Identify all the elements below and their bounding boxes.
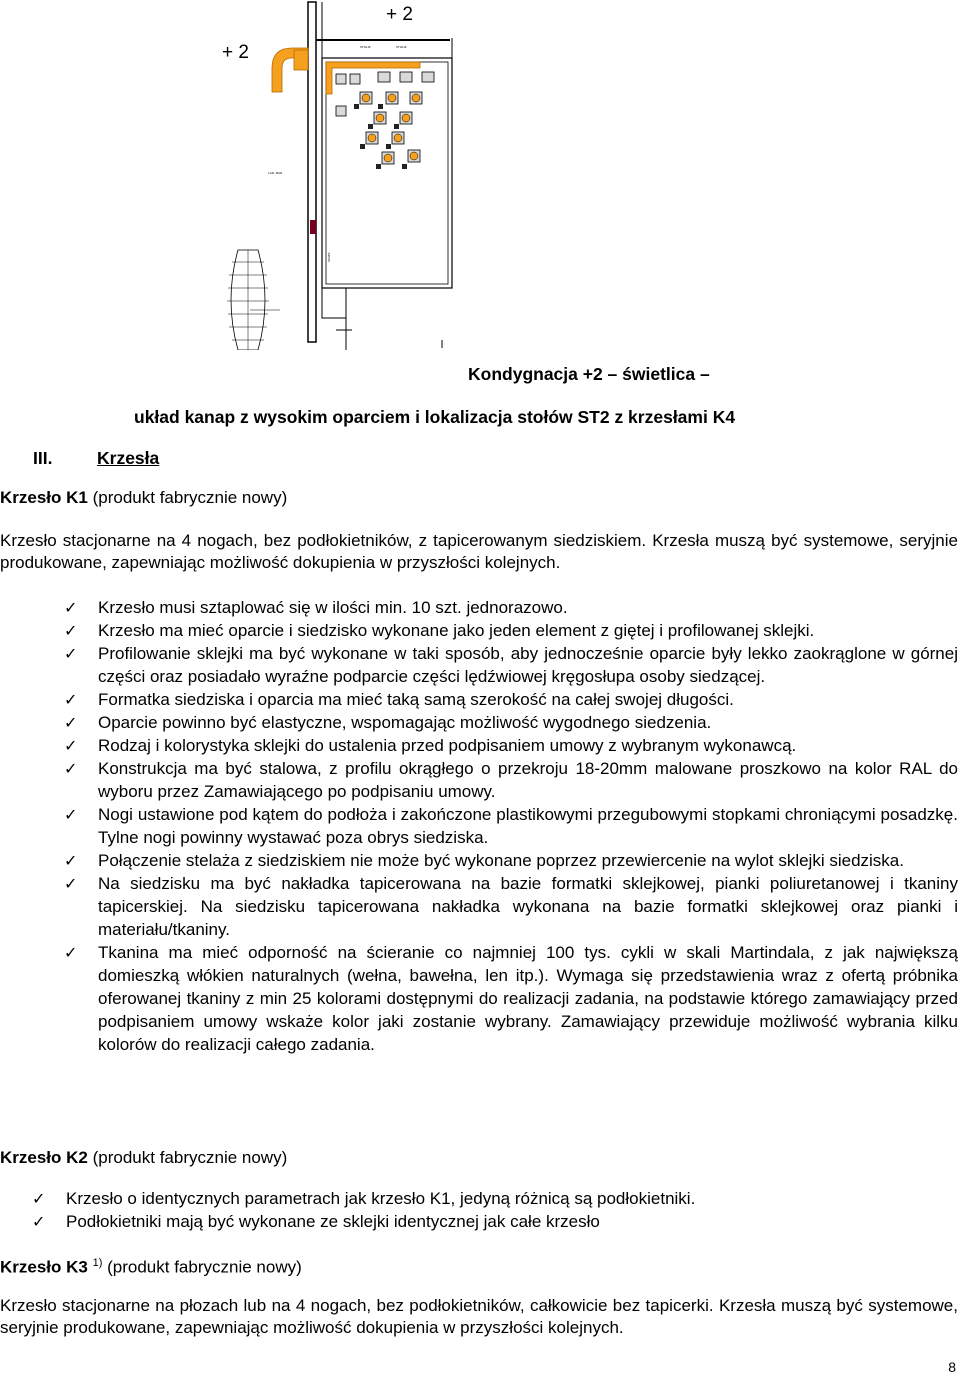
k1-name: Krzesło K1 xyxy=(0,488,88,507)
k1-requirement-text: Połączenie stelaża z siedziskiem nie może być wykonane poprzez przewiercenie na wylot sklejki siedziska. xyxy=(98,851,904,870)
k1-requirement-text: Krzesło musi sztaplować się w ilości min. 10 szt. jednorazowo. xyxy=(98,598,568,617)
k1-note: (produkt fabrycznie nowy) xyxy=(92,488,288,507)
k1-requirement-item xyxy=(64,849,958,872)
k1-requirement-item xyxy=(64,803,958,849)
section-number: III. xyxy=(33,448,53,468)
k1-requirement-item xyxy=(64,642,958,688)
k1-requirement-item xyxy=(64,596,958,619)
k3-name: Krzesło K3 xyxy=(0,1257,88,1277)
k1-requirement-text: Nogi ustawione pod kątem do podłoża i zakończone plastikowymi przegubowymi stopkami chroniącymi posadzkę. Tylne nogi powinny wystawać poza obrys siedziska. xyxy=(98,805,958,847)
k2-requirement-text: Podłokietniki mają być wykonane ze sklejki identycznej jak całe krzesło xyxy=(66,1212,600,1231)
checkmark-icon: ✓ xyxy=(64,644,78,663)
k1-requirement-text: Profilowanie sklejki ma być wykonane w taki sposób, aby jednocześnie oparcie były lekko zaokrąglone w górnej części oraz posiadało wyraźne podparcie części lędźwiowej kręgosłupa osoby siedzącej. xyxy=(98,644,958,686)
k3-heading xyxy=(0,1252,302,1279)
k1-requirement-item xyxy=(64,619,958,642)
figure-caption-line1: Kondygnacja +2 – świetlica – xyxy=(468,364,710,384)
k1-requirement-text: Formatka siedziska i oparcia ma mieć taką samą szerokość na całej swojej długości. xyxy=(98,690,734,709)
page-number: 8 xyxy=(948,1359,956,1375)
checkmark-icon: ✓ xyxy=(64,943,78,962)
plan-label-right: + 2 xyxy=(386,4,413,25)
checkmark-icon: ✓ xyxy=(64,598,78,617)
k3-intro: Krzesło stacjonarne na płozach lub na 4 nogach, bez podłokietników, całkowicie bez tapicerki. Krzesła muszą być systemowe, seryjnie produkowane, zapewniając możliwość dokupienia w przyszłości kolejnych. xyxy=(0,1296,958,1337)
k1-requirement-text: Rodzaj i kolorystyka sklejki do ustalenia przed podpisaniem umowy z wybranym wykonawcą. xyxy=(98,736,797,755)
k1-requirement-text: Krzesło ma mieć oparcie i siedzisko wykonane jako jeden element z giętej i profilowanej sklejki. xyxy=(98,621,815,640)
figure-caption-line2: układ kanap z wysokim oparciem i lokalizacja stołów ST2 z krzesłami K4 xyxy=(134,407,736,427)
k1-requirement-item xyxy=(64,711,958,734)
svg-text:STOLIK: STOLIK xyxy=(360,45,371,49)
k2-heading xyxy=(0,1147,287,1169)
floor-plan-image xyxy=(210,0,770,350)
k1-requirement-text: Oparcie powinno być elastyczne, wspomagając możliwość wygodnego siedzenia. xyxy=(98,713,712,732)
checkmark-icon: ✓ xyxy=(32,1212,46,1231)
k1-requirement-item xyxy=(64,757,958,803)
checkmark-icon: ✓ xyxy=(64,736,78,755)
floor-plan-drawing xyxy=(210,0,770,350)
plan-label-left: + 2 xyxy=(222,42,249,63)
k1-heading xyxy=(0,487,287,509)
checkmark-icon: ✓ xyxy=(64,690,78,709)
k1-requirement-text: Konstrukcja ma być stalowa, z profilu okrągłego o przekroju 18-20mm malowane proszkowo na kolor RAL do wyboru przez Zamawiającego po podpisaniu umowy. xyxy=(98,759,958,801)
k3-note: (produkt fabrycznie nowy) xyxy=(107,1257,302,1277)
k1-requirement-item xyxy=(64,872,958,941)
k2-requirement-item xyxy=(32,1210,958,1233)
k1-requirement-text: Tkanina ma mieć odporność na ścieranie co najmniej 100 tys. cykli w skali Martindala, z jak największą domieszką włókien naturalnych (wełna, bawełna, len itp.). Wymaga się przedstawienia wraz z ofertą próbnika oferowanej tkaniny z min 25 kolorami dostępnymi do realizacji zadania, na podstawie którego zamawiający przed podpisaniem umowy wskaże kolor jaki zostanie wybrany. Zamawiający przewiduje możliwość wybrania kilku kolorów do realizacji całego zadania. xyxy=(98,943,958,1054)
checkmark-icon: ✓ xyxy=(64,874,78,893)
svg-text:SZAFA: SZAFA xyxy=(327,252,331,262)
k3-footnote-ref: 1) xyxy=(92,1257,103,1269)
svg-text:LAD. BAR: LAD. BAR xyxy=(268,171,283,175)
k1-requirements-list xyxy=(64,596,958,1056)
checkmark-icon: ✓ xyxy=(64,759,78,778)
k2-requirement-text: Krzesło o identycznych parametrach jak krzesło K1, jedyną różnicą są podłokietniki. xyxy=(66,1189,696,1208)
k1-requirement-text: Na siedzisku ma być nakładka tapicerowana na bazie formatki sklejkowej, pianki poliuretanowej i tkaniny tapicerskiej. Na siedzisku tapicerowana nakładka wykonana na bazie formatki sklejkowej oraz pianki i materiału/tkaniny. xyxy=(98,874,958,939)
checkmark-icon: ✓ xyxy=(64,621,78,640)
k2-note: (produkt fabrycznie nowy) xyxy=(92,1148,288,1167)
k1-requirement-item xyxy=(64,734,958,757)
checkmark-icon: ✓ xyxy=(64,713,78,732)
k2-requirement-item xyxy=(32,1187,958,1210)
k1-intro: Krzesło stacjonarne na 4 nogach, bez podłokietników, z tapicerowanym siedziskiem. Krzesła muszą być systemowe, seryjnie produkowane, zapewniając możliwość dokupienia w przyszłości kolejnych. xyxy=(0,531,958,572)
k1-requirement-item xyxy=(64,688,958,711)
checkmark-icon: ✓ xyxy=(64,851,78,870)
k2-name: Krzesło K2 xyxy=(0,1148,88,1167)
svg-text:STOLIK: STOLIK xyxy=(396,45,407,49)
section-title: Krzesła xyxy=(97,448,160,468)
checkmark-icon: ✓ xyxy=(32,1189,46,1208)
k2-requirements-list xyxy=(32,1187,958,1233)
checkmark-icon: ✓ xyxy=(64,805,78,824)
k1-requirement-item xyxy=(64,941,958,1056)
